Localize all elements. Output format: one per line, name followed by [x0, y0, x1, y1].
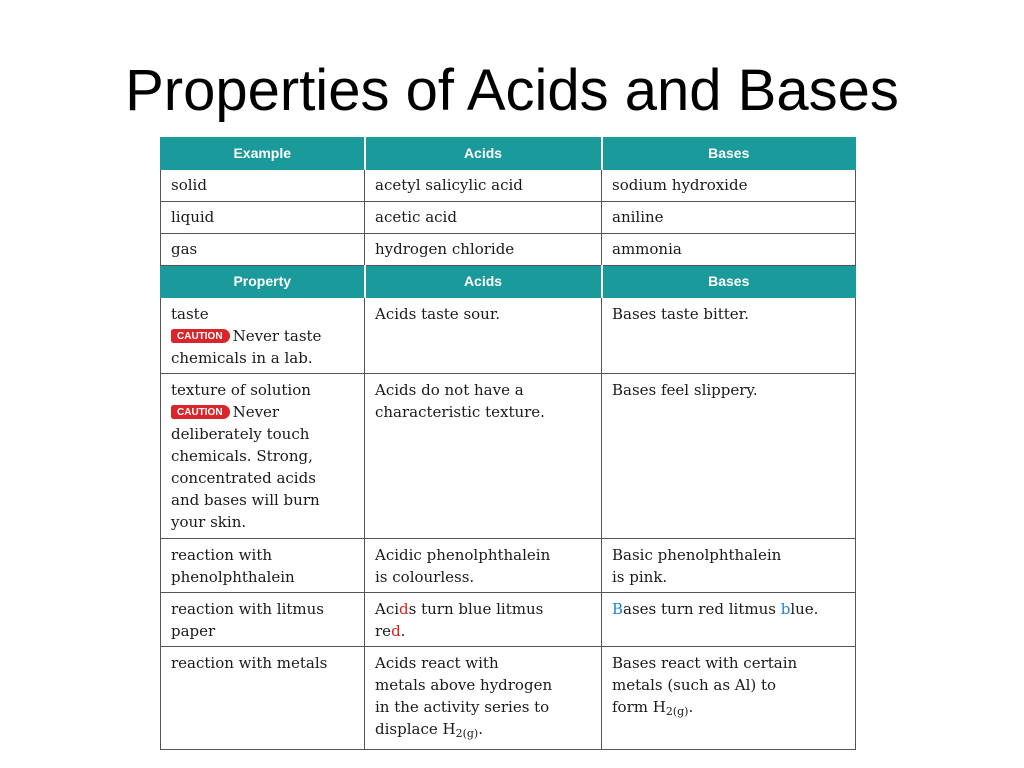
acid-property-cell: Acidic phenolphthalein is colourless. — [365, 539, 602, 593]
subscript: 2(g) — [665, 705, 689, 718]
subscript: 2(g) — [455, 727, 479, 740]
table-row — [161, 539, 856, 593]
blue-highlight: B — [612, 600, 624, 618]
acid-example-cell: hydrogen chloride — [365, 234, 602, 266]
text-part: Acids react with metals above hydrogen in the activity series to displace H — [375, 654, 553, 738]
text-part: Bases react with certain metals (such as Al) to form H — [612, 654, 798, 716]
header-bases: Bases — [602, 138, 856, 170]
acids-bases-table — [160, 137, 856, 750]
example-cell: solid — [161, 170, 365, 202]
text-part: Aci — [375, 600, 400, 618]
text-part: . — [478, 720, 483, 738]
header-acids: Acids — [365, 138, 602, 170]
text-part: s turn blue litmus re — [375, 600, 544, 640]
red-highlight: d — [399, 600, 409, 618]
table-row — [161, 647, 856, 750]
header-bases: Bases — [602, 266, 856, 298]
property-cell: reaction with litmus paper — [161, 593, 365, 647]
property-label: texture of solution — [171, 381, 311, 399]
acid-property-cell: Acids taste sour. — [365, 298, 602, 374]
acid-example-cell: acetyl salicylic acid — [365, 170, 602, 202]
property-label: taste — [171, 305, 209, 323]
examples-header-row — [161, 138, 856, 170]
base-example-cell: aniline — [602, 202, 856, 234]
text-part: ases turn red litmus — [623, 600, 781, 618]
caution-badge: CAUTION — [171, 405, 230, 419]
acid-property-cell — [365, 647, 602, 750]
text-part: . — [400, 622, 406, 640]
header-property: Property — [161, 266, 365, 298]
base-property-cell: Bases feel slippery. — [602, 374, 856, 539]
table-row — [161, 170, 856, 202]
properties-header-row — [161, 266, 856, 298]
table-row — [161, 374, 856, 539]
caution-text: Never taste chemicals in a lab. — [171, 327, 322, 367]
text-part: . — [688, 698, 694, 716]
text-part: lue. — [790, 600, 819, 618]
property-cell: reaction with metals — [161, 647, 365, 750]
base-example-cell: ammonia — [602, 234, 856, 266]
base-property-cell: Basic phenolphthalein is pink. — [602, 539, 856, 593]
slide-title: Properties of Acids and Bases — [125, 58, 899, 123]
table-row — [161, 234, 856, 266]
table-row — [161, 202, 856, 234]
acid-example-cell: acetic acid — [365, 202, 602, 234]
example-cell: gas — [161, 234, 365, 266]
acid-property-cell — [365, 593, 602, 647]
base-property-cell — [602, 647, 856, 750]
blue-highlight: b — [780, 600, 791, 618]
header-acids: Acids — [365, 266, 602, 298]
table-row — [161, 298, 856, 374]
red-highlight: d — [391, 622, 401, 640]
property-cell: reaction with phenolphthalein — [161, 539, 365, 593]
table-row — [161, 593, 856, 647]
base-example-cell: sodium hydroxide — [602, 170, 856, 202]
property-cell — [161, 374, 365, 539]
property-cell — [161, 298, 365, 374]
caution-badge: CAUTION — [171, 329, 230, 343]
caution-text: Never deliberately touch chemicals. Strong, concentrated acids and bases will burn your skin. — [171, 403, 320, 531]
acid-property-cell: Acids do not have a characteristic texture. — [365, 374, 602, 539]
base-property-cell — [602, 593, 856, 647]
base-property-cell: Bases taste bitter. — [602, 298, 856, 374]
header-example: Example — [161, 138, 365, 170]
example-cell: liquid — [161, 202, 365, 234]
